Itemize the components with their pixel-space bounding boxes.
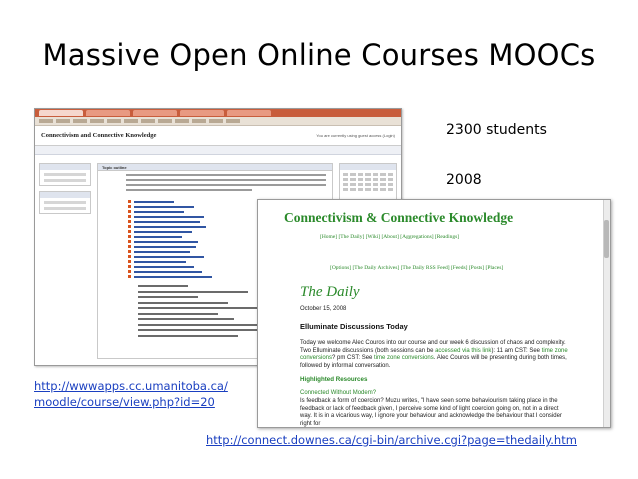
browser-toolbar	[35, 117, 401, 126]
highlighted-resources-heading: Highlighted Resources	[300, 376, 368, 383]
post-paragraph: Today we welcome Alec Couros into our course and our week 6 discussion of chaos and complexity. Two Elluminate discussions (both sessions can be accessed via this link): 11 am CST: See time zone conversions? pm CST: See time zone conversions. Alec Couros will be presenting during both times, followed by informal conversation.	[300, 340, 568, 369]
connectivism-main-nav[interactable]: [Home] [The Daily] [Wiki] [About] [Aggregations] [Readings]	[320, 234, 460, 240]
moodle-left-blocks	[39, 163, 91, 219]
connectivism-url-link[interactable]: http://connect.downes.ca/cgi-bin/archive.cgi?page=thedaily.htm	[206, 433, 577, 447]
resource-title-link[interactable]: Connected Without Modem?	[300, 390, 377, 396]
stat-students: 2300 students	[446, 122, 547, 138]
moodle-login-text: You are currently using guest access (Login)	[316, 133, 395, 138]
moodle-course-title: Connectivism and Connective Knowledge	[41, 132, 157, 139]
moodle-topic-header: Topic outline	[102, 165, 127, 170]
slide-title: Massive Open Online Courses MOOCs	[42, 38, 596, 72]
connectivism-site-title: Connectivism & Connective Knowledge	[284, 210, 514, 225]
connectivism-screenshot	[257, 199, 611, 428]
stat-year: 2008	[446, 172, 482, 188]
time-zone-link[interactable]: time zone conversions	[300, 347, 568, 362]
the-daily-title: The Daily	[300, 284, 360, 300]
scrollbar-thumb[interactable]	[604, 220, 609, 258]
elluminate-link[interactable]: accessed via this link	[435, 347, 492, 354]
resource-text: Is feedback a form of coercion? Muzu writes, "I have seen some behaviourism taking place in the feedback or lack of feedback given, I perceive some kind of light coercion going on, not in a direct way. It is in a vicarious way, I ignore your behaviour and acknowledge the behaviour that I consider right for	[300, 398, 562, 427]
browser-tab-bar	[35, 109, 401, 117]
connectivism-sub-nav[interactable]: [Options] [The Daily Archives] [The Daily RSS Feed] [Feeds] [Posts] [Places]	[330, 265, 504, 271]
post-date: October 15, 2008	[300, 306, 347, 312]
post-headline: Elluminate Discussions Today	[300, 322, 408, 331]
time-zone-link[interactable]: time zone conversions	[374, 355, 434, 362]
moodle-url-link[interactable]: http://wwwapps.cc.umanitoba.ca/ moodle/course/view.php?id=20	[34, 379, 228, 409]
moodle-header	[35, 126, 401, 146]
moodle-breadcrumb	[35, 146, 401, 155]
